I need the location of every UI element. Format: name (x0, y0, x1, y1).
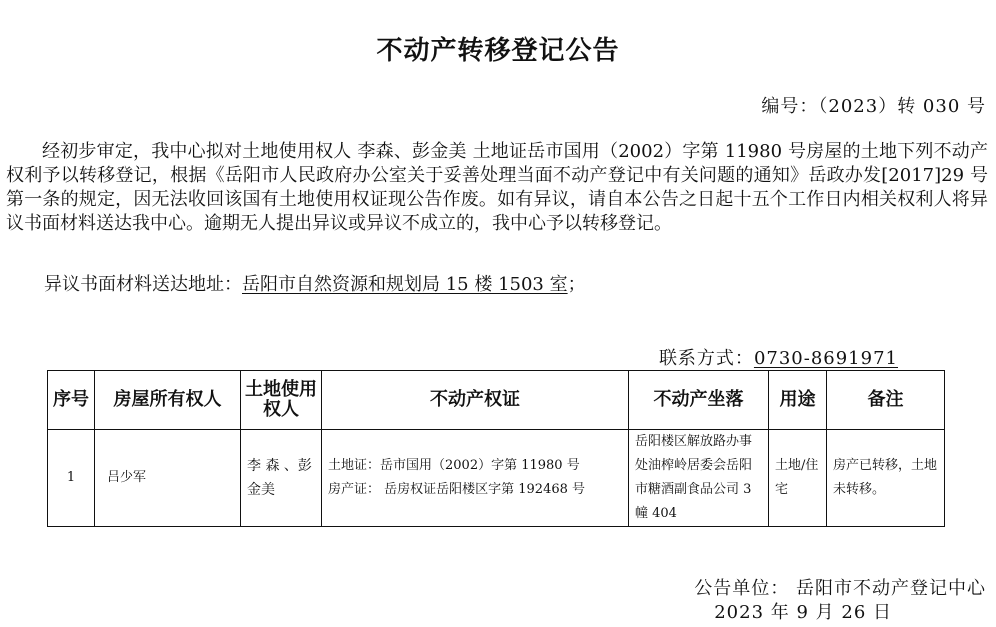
contact-label: 联系方式： (658, 348, 754, 369)
notice-title: 不动产转移登记公告 (376, 36, 620, 66)
header-property-cert: 不动产权证 (322, 371, 629, 430)
notice-body: 经初步审定，我中心拟对土地使用权人 李森、彭金美 土地证岳市国用（2002）字第 11980 号房屋的土地下列不动产权利予以转移登记，根据《岳阳市人民政府办公室关于妥善处理当面不动产登记中有关问题的通知》岳政办发[2017]29 号第一条的规定，因无法收回该国有土地使用权证现公告作废。如有异议，请自本公告之日起十五个工作日内相关权利人将异议书面材料送达我中心。逾期无人提出异议或异议不成立的，我中心予以转移登记。 (6, 141, 988, 234)
header-serial: 序号 (48, 371, 95, 430)
table-header-row (48, 371, 945, 430)
house-cert-line: 房产证： 岳房权证岳阳楼区字第 192468 号 (328, 482, 586, 497)
cell-house-owner: 吕少军 (95, 430, 241, 527)
cell-serial: 1 (48, 430, 95, 527)
header-location: 不动产坐落 (629, 371, 769, 430)
cell-usage: 土地/住宅 (769, 430, 827, 527)
contact-phone: 0730-8691971 (753, 348, 898, 369)
header-remark: 备注 (827, 371, 945, 430)
contact-info (659, 344, 898, 370)
cell-property-cert (322, 430, 629, 527)
issue-date: 2023 年 9 月 26 日 (714, 602, 892, 623)
header-usage: 用途 (769, 371, 827, 430)
address-label: 异议书面材料送达地址： (44, 274, 242, 295)
land-cert-line: 土地证：岳市国用（2002）字第 11980 号 (328, 458, 580, 473)
address-value: 岳阳市自然资源和规划局 15 楼 1503 室 (242, 274, 568, 295)
header-house-owner: 房屋所有权人 (95, 371, 241, 430)
cell-land-user: 李 森 、彭金美 (241, 430, 322, 527)
cell-remark: 房产已转移，土地未转移。 (827, 430, 945, 527)
address-suffix: ； (567, 274, 586, 295)
cell-location: 岳阳楼区解放路办事处油榨岭居委会岳阳市糖酒副食品公司 3 幢 404 (629, 430, 769, 527)
header-land-user: 土地使用权人 (241, 371, 322, 430)
table-row (48, 430, 945, 527)
issuing-unit: 公告单位： 岳阳市不动产登记中心 (694, 578, 986, 599)
objection-address (44, 270, 586, 296)
document-number: 编号：（2023）转 030 号 (761, 96, 986, 117)
registration-table (47, 370, 945, 527)
